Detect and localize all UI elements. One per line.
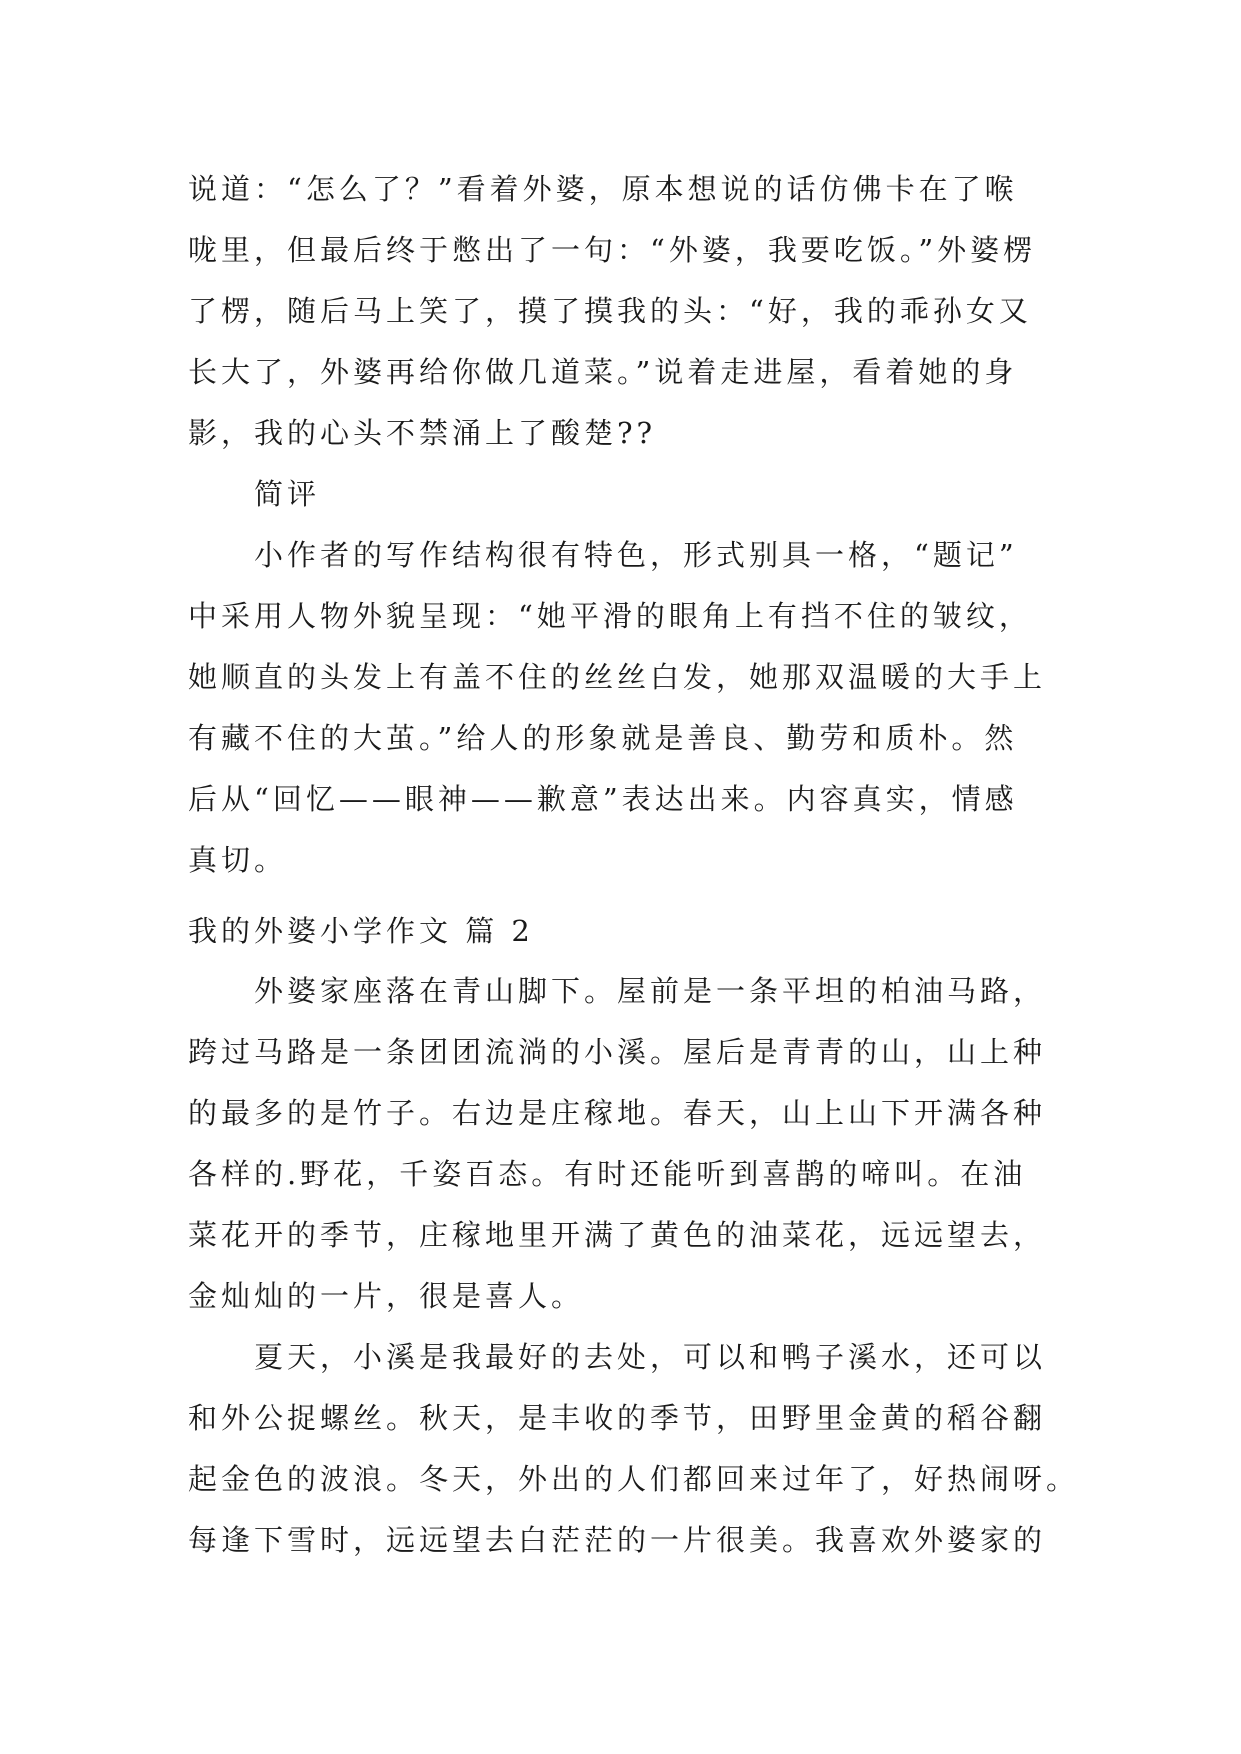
paragraph-line: 的最多的是竹子。右边是庄稼地。春天，山上山下开满各种 — [188, 1096, 1047, 1130]
paragraph-line: 跨过马路是一条团团流淌的小溪。屋后是青青的山，山上种 — [188, 1035, 1047, 1069]
review-line: 有藏不住的大茧。”给人的形象就是善良、勤劳和质朴。然 — [188, 721, 1018, 755]
review-heading: 简评 — [254, 477, 321, 511]
paragraph-line: 了楞，随后马上笑了，摸了摸我的头：“好，我的乖孙女又 — [188, 294, 1032, 328]
section-heading: 我的外婆小学作文 篇 2 — [188, 914, 534, 948]
review-line: 她顺直的头发上有盖不住的丝丝白发，她那双温暖的大手上 — [188, 660, 1047, 694]
paragraph-line: 长大了，外婆再给你做几道菜。”说着走进屋，看着她的身 — [188, 355, 1018, 389]
paragraph-line: 夏天，小溪是我最好的去处，可以和鸭子溪水，还可以 — [254, 1340, 1047, 1374]
paragraph-line: 影，我的心头不禁涌上了酸楚?? — [188, 416, 657, 450]
paragraph-line: 咙里，但最后终于憋出了一句：“外婆，我要吃饭。”外婆楞 — [188, 233, 1037, 267]
review-line: 中采用人物外貌呈现：“她平滑的眼角上有挡不住的皱纹， — [188, 599, 1032, 633]
paragraph-line: 外婆家座落在青山脚下。屋前是一条平坦的柏油马路， — [254, 974, 1047, 1008]
essay-2-body — [188, 961, 1080, 1571]
review-line: 真切。 — [188, 843, 288, 877]
review-line: 后从“回忆——眼神——歉意”表达出来。内容真实，情感 — [188, 782, 1018, 816]
paragraph-line: 起金色的波浪。冬天，外出的人们都回来过年了，好热闹呀。 — [188, 1462, 1080, 1496]
paragraph-line: 说道：“怎么了？”看着外婆，原本想说的话仿佛卡在了喉 — [188, 172, 1018, 206]
paragraph-line: 菜花开的季节，庄稼地里开满了黄色的油菜花，远远望去， — [188, 1218, 1047, 1252]
paragraph-line: 金灿灿的一片，很是喜人。 — [188, 1279, 585, 1313]
paragraph-line: 每逢下雪时，远远望去白茫茫的一片很美。我喜欢外婆家的 — [188, 1523, 1047, 1557]
essay-1-tail — [188, 159, 1058, 891]
paragraph-line: 和外公捉螺丝。秋天，是丰收的季节，田野里金黄的稻谷翻 — [188, 1401, 1047, 1435]
paragraph-line: 各样的.野花，千姿百态。有时还能听到喜鹊的啼叫。在油 — [188, 1157, 1027, 1191]
review-line: 小作者的写作结构很有特色，形式别具一格，“题记” — [254, 538, 1018, 572]
